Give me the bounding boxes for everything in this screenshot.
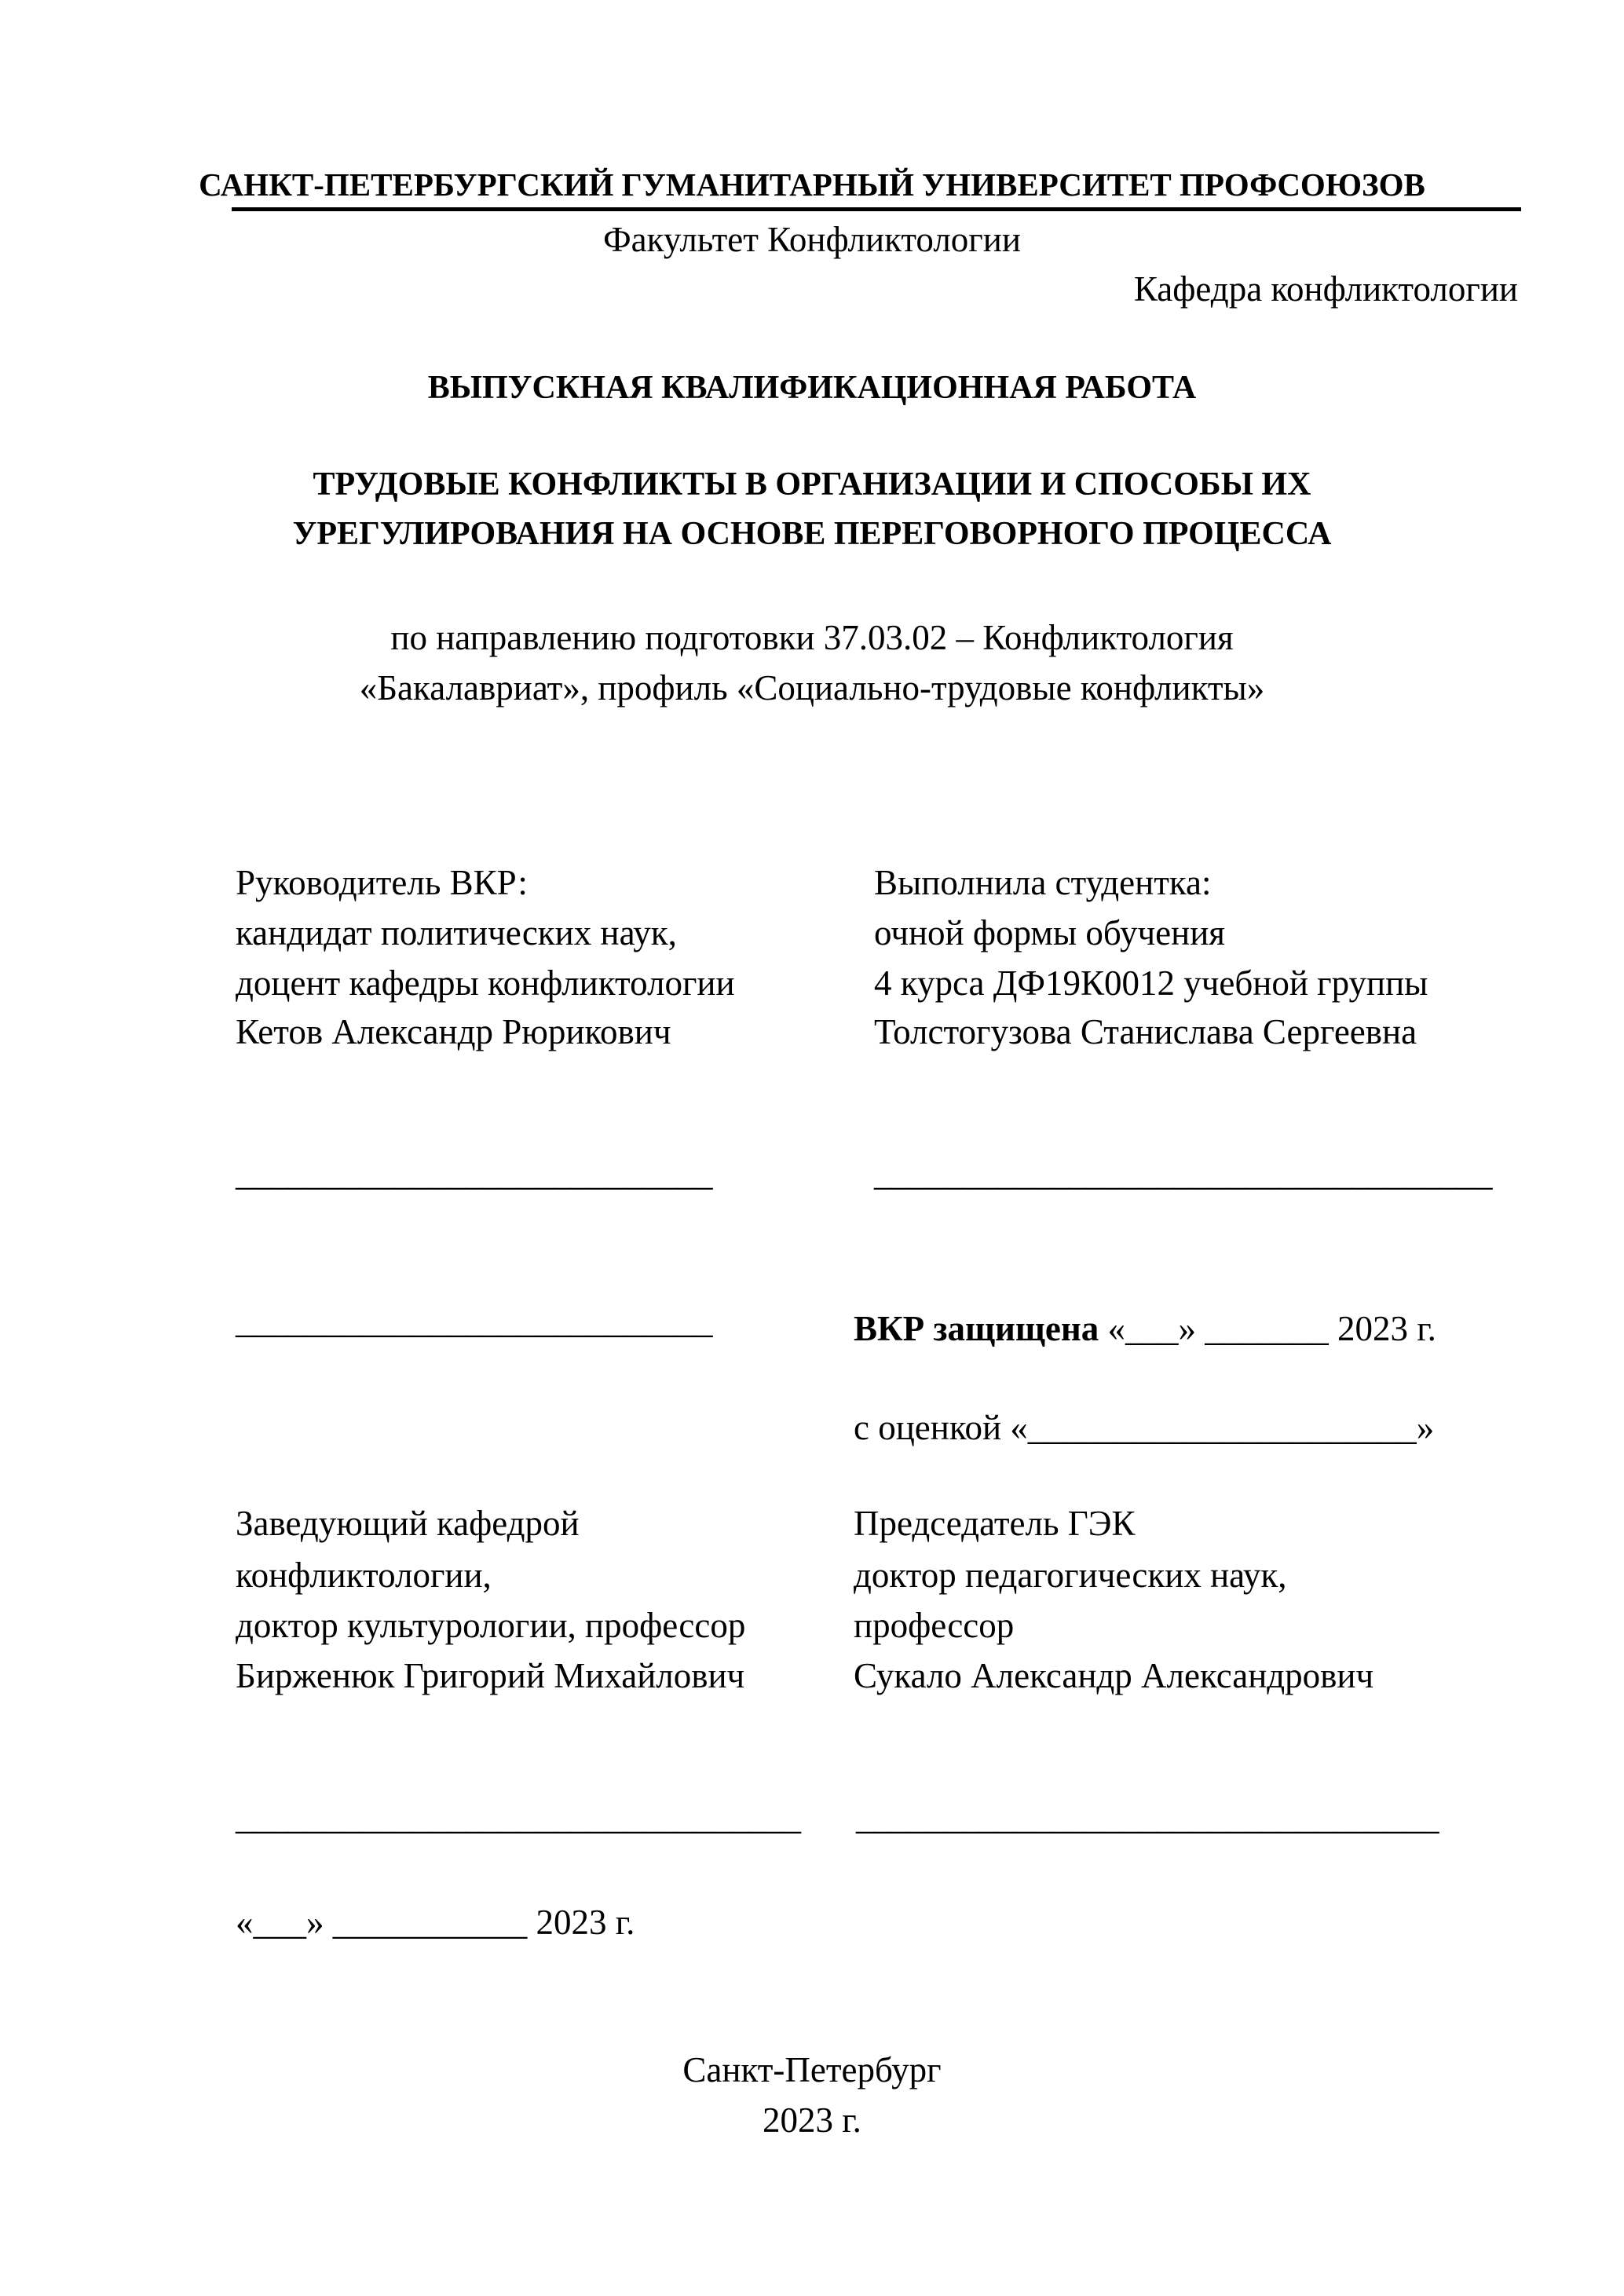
defense-line bbox=[854, 1303, 1436, 1354]
head-signature-line: ________________________________ bbox=[236, 1797, 801, 1837]
defense-label: ВКР защищена bbox=[854, 1309, 1099, 1348]
department-name: Кафедра конфликтологии bbox=[1133, 269, 1518, 309]
student-line: очной формы обучения bbox=[874, 913, 1225, 952]
header-rule bbox=[232, 207, 1521, 211]
head-line: доктор культурологии, профессор bbox=[236, 1606, 746, 1645]
chairman-line: доктор педагогических наук, bbox=[854, 1556, 1287, 1595]
supervisor-line: Руководитель ВКР: bbox=[236, 863, 528, 902]
title-line-1: ТРУДОВЫЕ КОНФЛИКТЫ В ОРГАНИЗАЦИИ И СПОСОБЫ ИХ bbox=[313, 466, 1311, 503]
supervisor-name: Кетов Александр Рюрикович bbox=[236, 1012, 671, 1051]
supervisor-signature-line: ___________________________ bbox=[236, 1153, 713, 1193]
supervisor-line: доцент кафедры конфликтологии bbox=[236, 963, 735, 1003]
chairman-line: Председатель ГЭК bbox=[854, 1504, 1136, 1543]
supervisor-line: кандидат политических наук, bbox=[236, 913, 677, 952]
chairman-name: Сукало Александр Александрович bbox=[854, 1656, 1374, 1695]
student-name: Толстогузова Станислава Сергеевна bbox=[874, 1012, 1417, 1051]
head-line: Заведующий кафедрой bbox=[236, 1504, 580, 1543]
chairman-signature-line: _________________________________ bbox=[856, 1797, 1439, 1837]
university-name: САНКТ-ПЕТЕРБУРГСКИЙ ГУМАНИТАРНЫЙ УНИВЕРСИТЕТ ПРОФСОЮЗОВ bbox=[199, 166, 1425, 203]
head-line: конфликтологии, bbox=[236, 1556, 492, 1595]
grade-line: с оценкой «______________________» bbox=[854, 1408, 1435, 1447]
footer-year: 2023 г. bbox=[763, 2100, 861, 2140]
student-signature-line: ___________________________________ bbox=[874, 1153, 1493, 1193]
work-type: ВЫПУСКНАЯ КВАЛИФИКАЦИОННАЯ РАБОТА bbox=[427, 370, 1197, 406]
footer-city: Санкт-Петербург bbox=[682, 2050, 942, 2089]
faculty-name: Факультет Конфликтологии bbox=[603, 220, 1021, 259]
student-line: Выполнила студентка: bbox=[874, 863, 1212, 902]
student-line: 4 курса ДФ19К0012 учебной группы bbox=[874, 963, 1428, 1003]
title-line-2: УРЕГУЛИРОВАНИЯ НА ОСНОВЕ ПЕРЕГОВОРНОГО ПРОЦЕССА bbox=[292, 516, 1332, 552]
direction-line-2: «Бакалавриат», профиль «Социально-трудовые конфликты» bbox=[359, 668, 1265, 707]
extra-signature-line: ___________________________ bbox=[236, 1301, 713, 1340]
date-line: «___» ___________ 2023 г. bbox=[236, 1903, 635, 1942]
head-name: Бирженюк Григорий Михайлович bbox=[236, 1656, 745, 1695]
defense-date: «___» _______ 2023 г. bbox=[1099, 1309, 1436, 1348]
direction-line-1: по направлению подготовки 37.03.02 – Конфликтология bbox=[390, 618, 1234, 657]
chairman-line: профессор bbox=[854, 1606, 1015, 1645]
